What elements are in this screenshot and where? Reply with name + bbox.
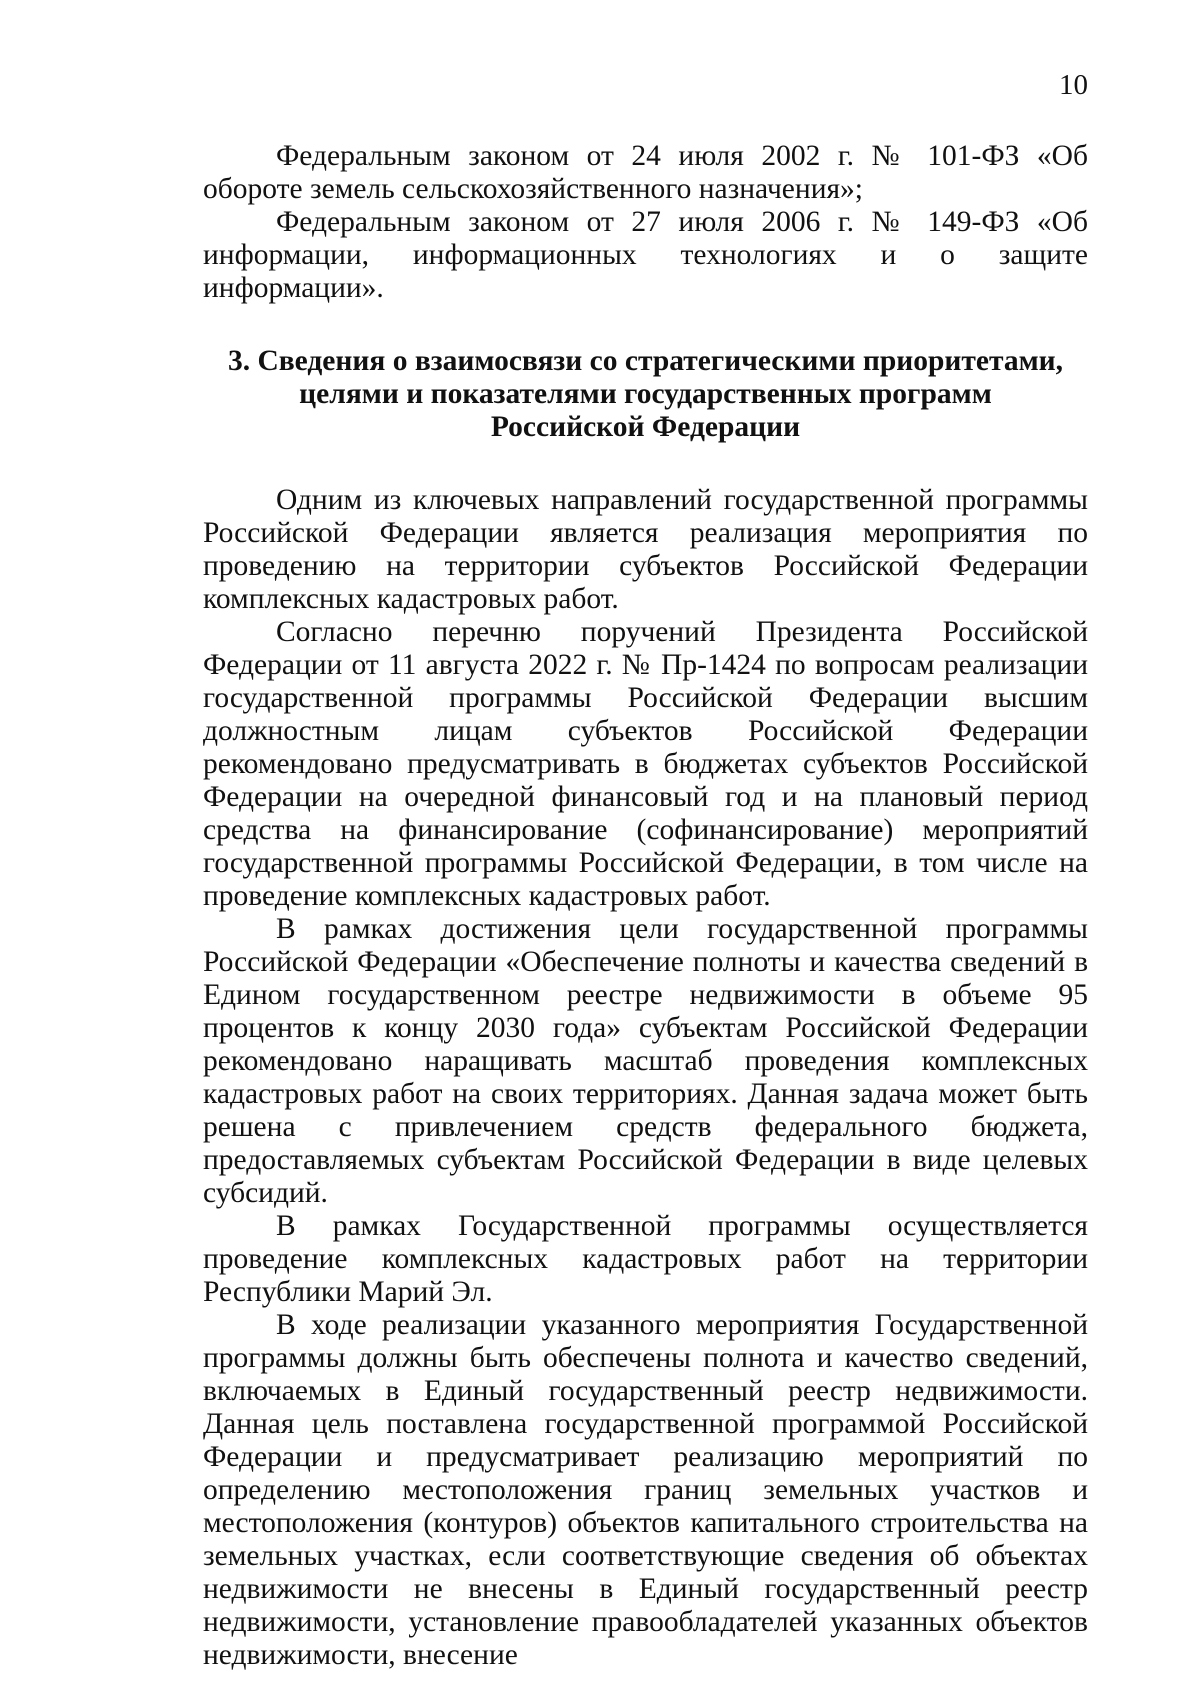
- section-paragraph-5: В ходе реализации указанного мероприятия Государственной программы должны быть обеспечены полнота и качество сведений, включаемых в Единый государственный реестр недвижимости. Данная цель поставлена государственной программой Российской Федерации и предусматривает реализацию мероприятий по определению местоположения границ земельных участков и местоположения (контуров) объектов капитального строительства на земельных участках, если соответствующие сведения об объектах недвижимости не внесены в Единый государственный реестр недвижимости, установление правообладателей указанных объектов недвижимости, внесение: [203, 1309, 1088, 1671]
- section-paragraph-4: В рамках Государственной программы осуществляется проведение комплексных кадастровых работ на территории Республики Марий Эл.: [203, 1210, 1088, 1308]
- intro-paragraph-2: Федеральным законом от 27 июля 2006 г. № 149-ФЗ «Об информации, информационных технологиях и о защите информации».: [203, 206, 1088, 304]
- section-heading: [203, 345, 1088, 444]
- section-heading-line-1: 3. Сведения о взаимосвязи со стратегическими приоритетами,: [227, 345, 1064, 377]
- document-body: [203, 140, 1088, 1672]
- section-paragraph-2: Согласно перечню поручений Президента Российской Федерации от 11 августа 2022 г. № Пр-1424 по вопросам реализации государственной программы Российской Федерации высшим должностным лицам субъектов Российской Федерации рекомендовано предусматривать в бюджетах субъектов Российской Федерации на очередной финансовый год и на плановый период средства на финансирование (софинансирование) мероприятий государственной программы Российской Федерации, в том числе на проведение комплексных кадастровых работ.: [203, 616, 1088, 912]
- section-heading-line-3: Российской Федерации: [490, 411, 801, 443]
- section-paragraph-3: В рамках достижения цели государственной программы Российской Федерации «Обеспечение полноты и качества сведений в Едином государственном реестре недвижимости в объеме 95 процентов к концу 2030 года» субъектам Российской Федерации рекомендовано наращивать масштаб проведения комплексных кадастровых работ на своих территориях. Данная задача может быть решена с привлечением средств федерального бюджета, предоставляемых субъектам Российской Федерации в виде целевых субсидий.: [203, 913, 1088, 1209]
- page-number: 10: [1059, 69, 1088, 101]
- intro-paragraph-1: Федеральным законом от 24 июля 2002 г. № 101-ФЗ «Об обороте земель сельскохозяйственного назначения»;: [203, 140, 1088, 205]
- section-paragraph-1: Одним из ключевых направлений государственной программы Российской Федерации является реализация мероприятия по проведению на территории субъектов Российской Федерации комплексных кадастровых работ.: [203, 484, 1088, 615]
- section-heading-line-2: целями и показателями государственных программ: [299, 378, 992, 410]
